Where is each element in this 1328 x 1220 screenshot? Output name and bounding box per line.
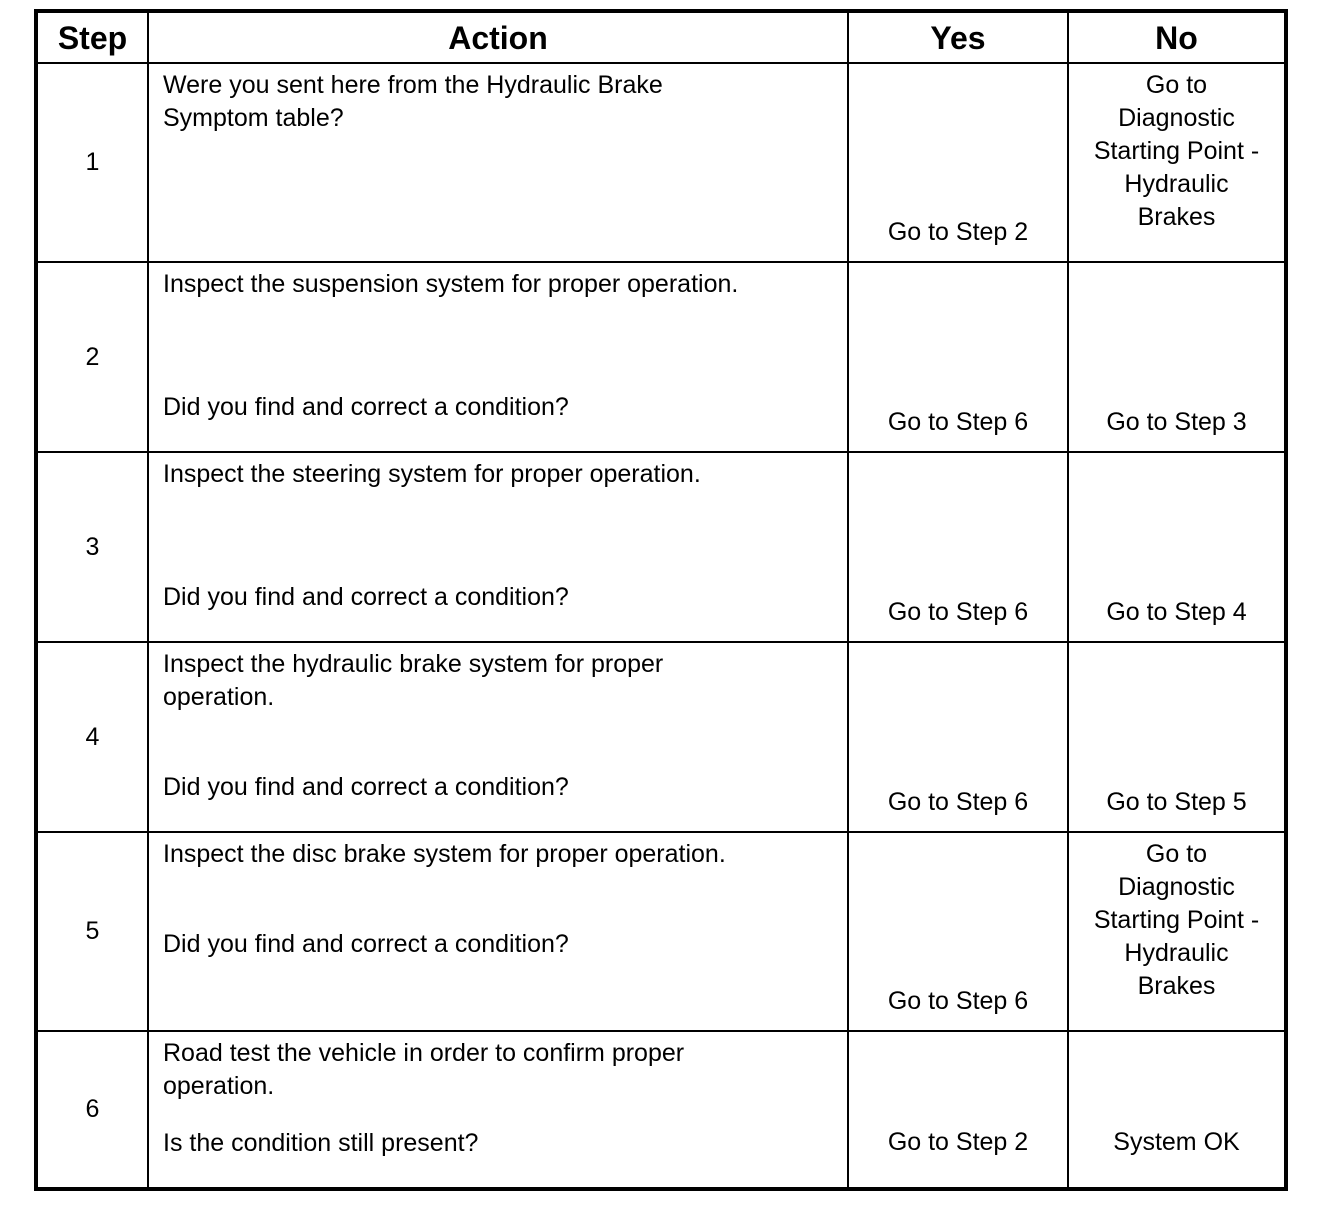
yes-cell: Go to Step 6 xyxy=(848,262,1068,452)
no-line: Brakes xyxy=(1137,203,1216,231)
action-cell xyxy=(148,452,848,642)
no-line: Diagnostic xyxy=(1118,873,1235,901)
diagnostic-table xyxy=(34,9,1288,1191)
no-cell xyxy=(1068,832,1286,1031)
step-number: 3 xyxy=(36,452,148,642)
action-cell xyxy=(148,1031,848,1189)
yes-cell: Go to Step 2 xyxy=(848,63,1068,262)
no-line: Diagnostic xyxy=(1118,104,1235,132)
table-row xyxy=(36,1031,1286,1189)
step-number: 6 xyxy=(36,1031,148,1189)
table-row xyxy=(36,452,1286,642)
action-question: Did you find and correct a condition? xyxy=(163,773,569,801)
action-line: Inspect the suspension system for proper operation. xyxy=(163,270,739,298)
action-question: Did you find and correct a condition? xyxy=(163,393,569,421)
no-line: Go to xyxy=(1145,71,1208,99)
action-line: operation. xyxy=(163,683,275,711)
action-line: Road test the vehicle in order to confirm proper xyxy=(163,1039,685,1067)
no-line: Starting Point - xyxy=(1093,137,1260,165)
action-question: Did you find and correct a condition? xyxy=(163,930,569,958)
header-step: Step xyxy=(36,11,148,63)
action-line: Symptom table? xyxy=(163,104,344,132)
yes-cell: Go to Step 6 xyxy=(848,832,1068,1031)
no-line: Brakes xyxy=(1137,972,1216,1000)
step-number: 4 xyxy=(36,642,148,832)
table-row xyxy=(36,832,1286,1031)
header-action: Action xyxy=(148,11,848,63)
yes-cell: Go to Step 2 xyxy=(848,1031,1068,1189)
action-line: Inspect the disc brake system for proper operation. xyxy=(163,840,726,868)
action-line: operation. xyxy=(163,1072,275,1100)
table-row xyxy=(36,63,1286,262)
action-cell xyxy=(148,642,848,832)
no-cell: System OK xyxy=(1068,1031,1286,1189)
yes-cell: Go to Step 6 xyxy=(848,452,1068,642)
no-cell: Go to Step 4 xyxy=(1068,452,1286,642)
header-yes: Yes xyxy=(848,11,1068,63)
no-cell: Go to Step 3 xyxy=(1068,262,1286,452)
no-line: Go to xyxy=(1145,840,1208,868)
step-number: 2 xyxy=(36,262,148,452)
no-line: Hydraulic xyxy=(1124,170,1229,198)
no-cell xyxy=(1068,63,1286,262)
step-number: 1 xyxy=(36,63,148,262)
action-line: Inspect the hydraulic brake system for proper xyxy=(163,650,664,678)
action-question: Did you find and correct a condition? xyxy=(163,583,569,611)
action-cell xyxy=(148,262,848,452)
action-cell xyxy=(148,832,848,1031)
header-row xyxy=(36,11,1286,63)
table-row xyxy=(36,262,1286,452)
yes-cell: Go to Step 6 xyxy=(848,642,1068,832)
no-line: Hydraulic xyxy=(1124,939,1229,967)
action-line: Inspect the steering system for proper operation. xyxy=(163,460,701,488)
table-row xyxy=(36,642,1286,832)
no-line: Starting Point - xyxy=(1093,906,1260,934)
no-cell: Go to Step 5 xyxy=(1068,642,1286,832)
header-no: No xyxy=(1068,11,1286,63)
action-cell xyxy=(148,63,848,262)
action-question: Is the condition still present? xyxy=(163,1129,479,1157)
action-line: Were you sent here from the Hydraulic Brake xyxy=(163,71,663,99)
step-number: 5 xyxy=(36,832,148,1031)
